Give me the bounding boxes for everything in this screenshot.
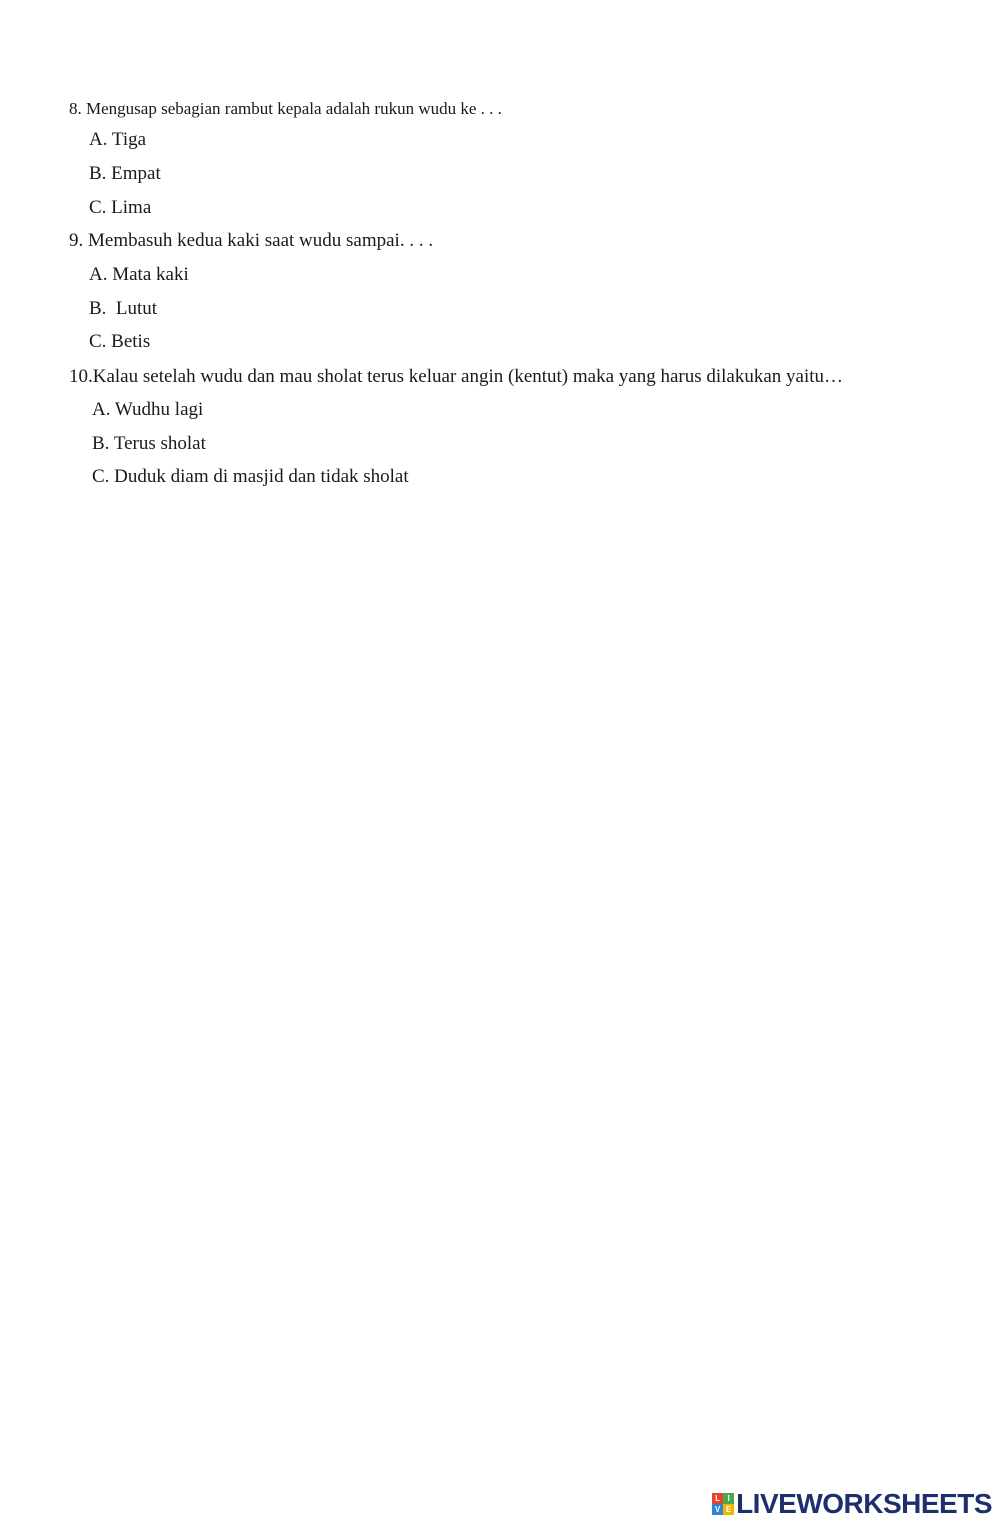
logo-mark-letter: L [712, 1493, 723, 1504]
question-9-option-b[interactable]: B. Lutut [89, 298, 158, 319]
liveworksheets-mark-icon [712, 1493, 734, 1515]
question-8-option-b[interactable]: B. Empat [89, 163, 161, 184]
question-9-option-c[interactable]: C. Betis [89, 331, 151, 352]
question-8-text: 8. Mengusap sebagian rambut kepala adalah rukun wudu ke . . . [69, 99, 502, 118]
liveworksheets-wordmark: LIVEWORKSHEETS [736, 1488, 992, 1519]
question-10-text: 10.Kalau setelah wudu dan mau sholat terus keluar angin (kentut) maka yang harus dilakukan yaitu… [69, 366, 844, 387]
question-8-option-c[interactable]: C. Lima [89, 197, 152, 218]
logo-mark-letter: I [723, 1493, 734, 1504]
logo-mark-letter: E [723, 1504, 734, 1515]
logo-mark-letter: V [712, 1504, 723, 1515]
question-9-text: 9. Membasuh kedua kaki saat wudu sampai. . . . [69, 230, 434, 251]
liveworksheets-logo [712, 1487, 992, 1521]
question-10-option-c[interactable]: C. Duduk diam di masjid dan tidak sholat [92, 466, 409, 487]
question-8-option-a[interactable]: A. Tiga [89, 129, 147, 150]
question-10-option-b[interactable]: B. Terus sholat [92, 433, 206, 454]
question-9-option-a[interactable]: A. Mata kaki [89, 264, 189, 285]
question-10-option-a[interactable]: A. Wudhu lagi [92, 399, 204, 420]
